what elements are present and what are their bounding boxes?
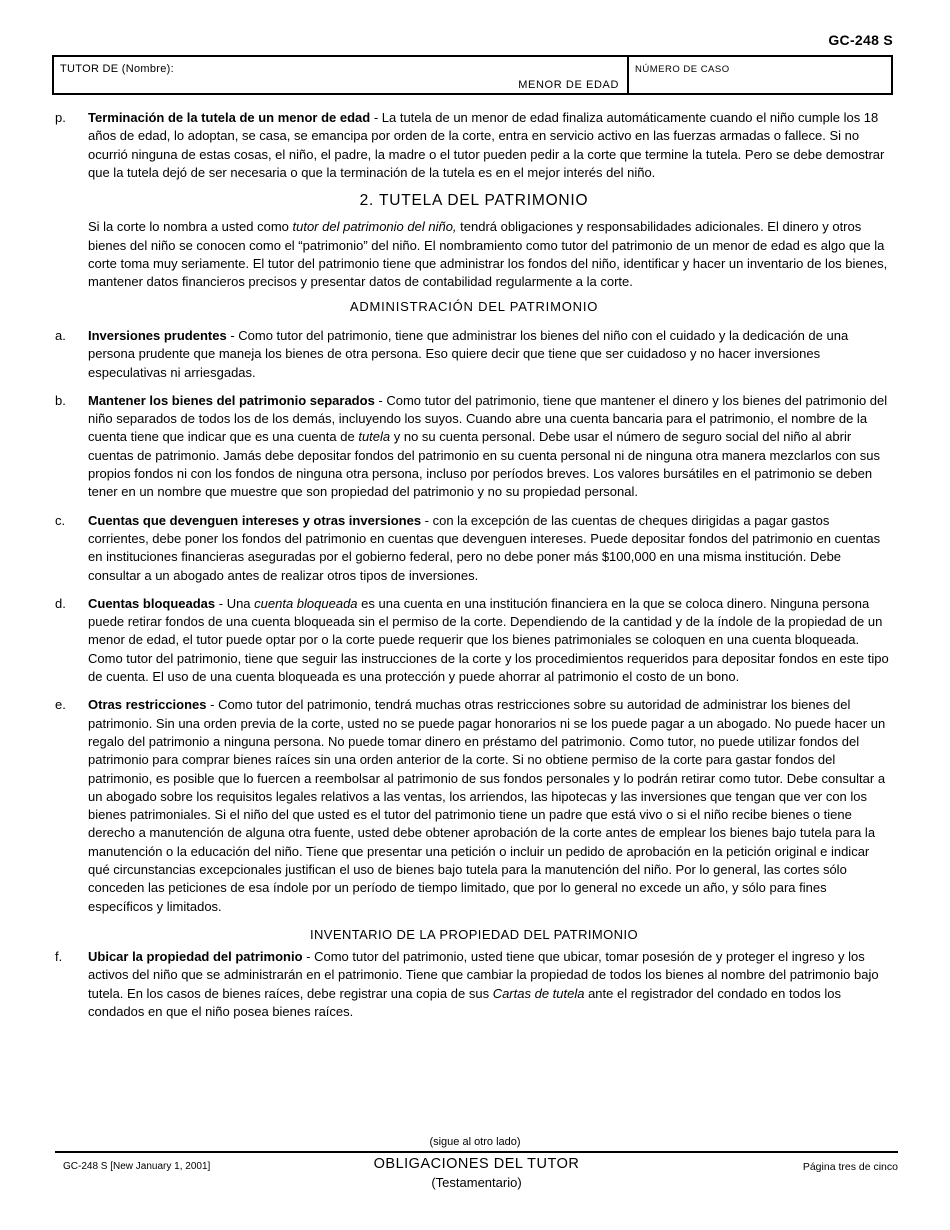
form-number: GC-248 S xyxy=(828,32,893,48)
item-title: Otras restricciones xyxy=(88,697,207,713)
continues-note: (sigue al otro lado) xyxy=(429,1136,521,1148)
item-e xyxy=(55,696,893,916)
item-body: - La tutela de un menor de edad finaliza automáticamente cuando el niño cumple los 18 años de edad, lo adoptan, se casa, se emancipa por orden de la corte, entra en servicio activo en las fuerzas armadas o fallece. Si no ocurrió ninguna de estas cosas, el niño, el padre, la madre o el tutor pueden pedir a la corte que termine la tutela. Pero se debe demostrar que la tutela dejó de ser necesaria o que la terminación de la tutela es en el mejor interés del niño. xyxy=(88,110,885,180)
guardian-of-label: TUTOR DE (Nombre): xyxy=(60,63,174,75)
case-number-field[interactable] xyxy=(633,73,887,91)
item-f xyxy=(55,948,893,1021)
item-b xyxy=(55,392,893,502)
page-number-label: Página tres de cinco xyxy=(802,1161,898,1173)
minor-label: MENOR DE EDAD xyxy=(518,79,619,91)
section-intro: Si la corte lo nombra a usted como tutor del patrimonio del niño, tendrá obligaciones y responsabilidades adicionales. El dinero y otros bienes del niño se conocen como el “patrimonio” del niño. El nombramiento como tutor del patrimonio de un menor de edad es algo que la corte toma muy seriamente. El tutor del patrimonio tiene que administrar los fondos del niño, identificar y hacer un inventario de los bienes, mantener datos financieros precisos y presentar datos de contabilidad regularmente a la corte. xyxy=(88,219,888,290)
footer-form-reference: GC-248 S [New January 1, 2001] xyxy=(63,1161,211,1172)
item-letter: c. xyxy=(55,512,66,528)
item-letter: p. xyxy=(55,110,66,125)
section-heading-tutela: 2. TUTELA DEL PATRIMONIO xyxy=(359,192,589,210)
footer-row xyxy=(55,1156,898,1190)
item-text xyxy=(88,109,893,182)
case-header-left-cell xyxy=(54,57,627,93)
item-title: Mantener los bienes del patrimonio separados xyxy=(88,392,375,408)
page-footer xyxy=(0,1136,950,1190)
item-title: Inversiones prudentes xyxy=(88,327,227,343)
section-heading-inventario: INVENTARIO DE LA PROPIEDAD DEL PATRIMONIO xyxy=(310,926,638,942)
guardian-name-field[interactable] xyxy=(174,59,507,75)
item-text xyxy=(88,392,893,502)
item-title: Ubicar la propiedad del patrimonio xyxy=(88,949,303,965)
item-title: Cuentas bloqueadas xyxy=(88,595,216,611)
item-title: Terminación de la tutela de un menor de edad xyxy=(88,110,371,125)
item-body: - Como tutor del patrimonio, usted tiene que ubicar, tomar posesión de y proteger el ingreso y los activos del niño que se administrarán en el patrimonio. Tiene que cambiar la propiedad de todos los bienes al nombre del patrimonio bajo tutela. En los casos de bienes raíces, debe registrar una copia de sus Cartas de tutela ante el registrador del condado en todos los condados en que el niño posea bienes raíces. xyxy=(88,949,879,1020)
case-number-label: NÚMERO DE CASO xyxy=(635,64,730,75)
item-c xyxy=(55,512,893,585)
item-letter: a. xyxy=(55,327,66,343)
item-d xyxy=(55,595,893,686)
item-body: - Como tutor del patrimonio, tiene que administrar los bienes del niño con el cuidado y la dedicación de una persona prudente que maneja los bienes de otra persona. Eso quiere decir que tiene que ser cuidadoso y no hacer inversiones especulativas ni arriesgadas. xyxy=(88,327,849,380)
item-p xyxy=(55,109,893,182)
item-letter: d. xyxy=(55,595,66,611)
footer-divider xyxy=(55,1151,898,1153)
item-letter: e. xyxy=(55,697,66,713)
section-heading-administracion: ADMINISTRACIÓN DEL PATRIMONIO xyxy=(349,298,599,314)
item-text xyxy=(88,595,893,686)
case-header-box xyxy=(52,55,893,95)
item-letter: b. xyxy=(55,392,66,408)
item-title: Cuentas que devenguen intereses y otras inversiones xyxy=(88,512,422,528)
item-body: - Como tutor del patrimonio, tendrá muchas otras restricciones sobre su autoridad de administrar los bienes del patrimonio. Sin una orden previa de la corte, usted no se puede pagar honorarios ni se los puede pagar a un abogado. No puede hacer un regalo del patrimonio a ninguna persona. No puede tomar dinero en préstamo del patrimonio. Como tutor, no puede utilizar fondos del patrimonio para comprar bienes raíces sin una orden anterior de la corte. Si no obtiene permiso de la corte para gastar fondos del patrimonio, es posible que lo fuercen a reembolsar al patrimonio de sus fondos personales y lo podrán retirar como tutor. Debe consultar a un abogado sobre los requisitos legales relativos a las ventas, los arriendos, las hipotecas y las inversiones que tengan que ver con los bienes patrimoniales. Si el niño del que usted es el tutor del patrimonio tiene un padre que está vivo o si el niño recibe bienes o tiene derecho a manutención de alguna otra fuente, usted debe obtener aprobación de la corte antes de emplear los bienes bajo tutela para la manutención o la educación del niño. Tiene que presentar una petición o incluir un pedido de aprobación en la petición original e indicar qué circunstancias excepcionales justifican el uso de bienes bajo tutela para la manutención del niño. Por lo general, las cortes sólo conceden las peticiones de esa índole por un período de tiempo limitado, que por lo general no excede un año, y sólo para fines específicos y limitados. xyxy=(88,697,886,914)
item-body: - con la excepción de las cuentas de cheques dirigidas a pagar gastos corrientes, debe poner los fondos del patrimonio en cuentas que devenguen intereses. Puede depositar fondos del patrimonio en cuentas en instituciones financieras aseguradas por el gobierno federal, pero no debe poner más $100,000 en una misma institución. Debe consultar a un abogado antes de realizar otros tipos de inversiones. xyxy=(88,512,881,583)
item-body: - Una cuenta bloqueada es una cuenta en una institución financiera en la que se coloca dinero. Ninguna persona puede retirar fondos de una cuenta bloqueada sin el permiso de la corte. Dependiendo de la cantidad y de la índole de la propiedad de un menor de edad, el tutor puede optar por o la corte puede requerir que los bienes patrimoniales se coloquen en una cuenta bloqueada. Como tutor del patrimonio, tiene que seguir las instrucciones de la corte y los procedimientos requeridos para depositar fondos en este tipo de cuenta. El uso de una cuenta bloqueada es una protección y puede ahorrar al patrimonio el costo de un bono. xyxy=(88,595,889,685)
document-body xyxy=(55,109,893,1031)
footer-form-title: OBLIGACIONES DEL TUTOR xyxy=(373,1156,580,1172)
item-text xyxy=(88,512,893,585)
item-a xyxy=(55,327,893,382)
item-letter: f. xyxy=(55,949,63,965)
item-body: - Como tutor del patrimonio, tiene que mantener el dinero y los bienes del patrimonio del niño separados de todos los de los demás, incluyendo los suyos. Cuando abre una cuenta bancaria para el patrimonio, el nombre de la cuenta tiene que indicar que es una cuenta de tutela y no su cuenta personal. Debe usar el número de seguro social del niño al abrir cuentas de patrimonio. Jamás debe depositar fondos del patrimonio en su cuenta personal ni de ninguna otra manera mezclarlos con sus propios fondos ni con los fondos de ninguna otra persona, incluso por períodos breves. Los valores bursátiles en el patrimonio se deben tener en un nombre que muestre que son propiedad del patrimonio y no su propiedad personal. xyxy=(88,392,888,500)
item-text xyxy=(88,696,893,916)
footer-form-subtitle: (Testamentario) xyxy=(431,1175,522,1190)
item-text xyxy=(88,327,893,382)
item-text xyxy=(88,948,893,1021)
case-number-cell xyxy=(627,57,891,93)
